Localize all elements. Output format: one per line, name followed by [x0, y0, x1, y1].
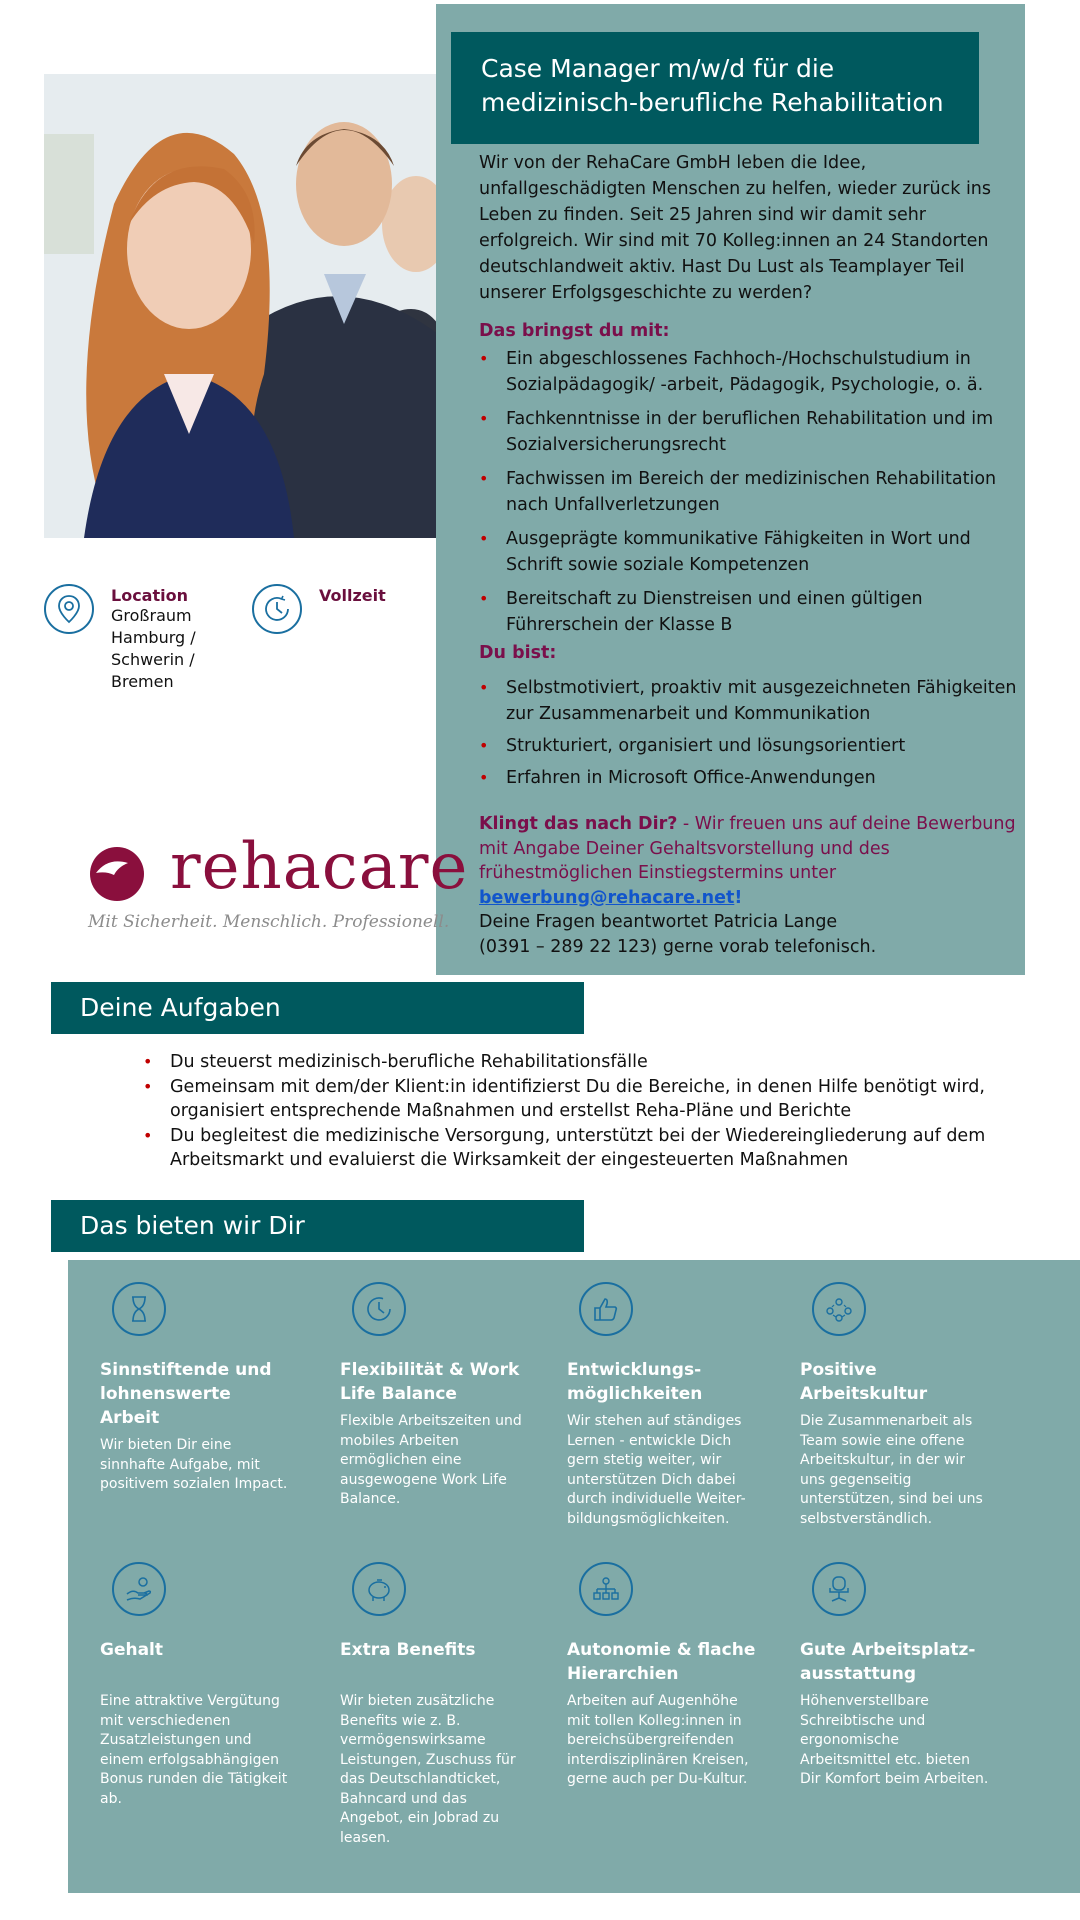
benefit-description: Die Zusammenarbeit als Team sowie eine offene Arbeitskultur, in der wir uns gegenseitig unterstützen, sind bei uns selbstverständlich. — [800, 1413, 983, 1527]
personality-list — [479, 675, 1024, 791]
hierarchy-icon — [579, 1562, 633, 1616]
application-email-link[interactable]: bewerbung@rehacare.net — [479, 887, 735, 908]
cta-lead: Klingt das nach Dir? — [479, 814, 678, 834]
benefit-item — [567, 1282, 757, 1529]
benefit-title: Sinnstiftende und lohnenswerte Arbeit — [100, 1360, 272, 1428]
list-item: • Du steuerst medizinisch-berufliche Rehabilitationsfälle — [143, 1050, 1023, 1075]
job-title: Case Manager m/w/d für die medizinisch-berufliche Rehabilitation — [481, 54, 944, 117]
team-photo — [44, 74, 438, 538]
location-line: Hamburg / — [111, 628, 196, 647]
requirements-list — [479, 346, 1024, 638]
thumbs-up-icon — [579, 1282, 633, 1336]
benefit-description: Eine attraktive Vergütung mit verschiedenen Zusatzleistungen und einem erfolgsabhängigen Bonus runden die Tätigkeit ab. — [100, 1693, 288, 1807]
cta-text: - Wir freuen uns auf deine Bewerbung mit Angabe Deiner Gehaltsvorstellung und des frühestmöglichen Einstiegstermins unter — [479, 814, 1016, 883]
list-item: • Fachwissen im Bereich der medizinischen Rehabilitation nach Unfallverletzungen — [479, 466, 1024, 518]
benefit-item — [800, 1282, 990, 1529]
benefit-title: Gehalt — [100, 1640, 164, 1660]
benefit-title: Entwicklungs-möglichkeiten — [567, 1360, 703, 1404]
salary-hand-icon — [112, 1562, 166, 1616]
list-item: • Fachkenntnisse in der beruflichen Rehabilitation und im Sozialversicherungsrecht — [479, 406, 1024, 458]
benefit-title: Flexibilität & Work Life Balance — [340, 1360, 520, 1404]
benefit-item — [100, 1282, 290, 1495]
contact-line-1: Deine Fragen beantwortet Patricia Lange — [479, 912, 838, 932]
benefit-description: Wir bieten Dir eine sinnhafte Aufgabe, mit positivem sozialen Impact. — [100, 1437, 288, 1492]
benefit-description: Wir stehen auf ständiges Lernen - entwickle Dich gern stetig weiter, wir unterstützen Dich dabei durch individuelle Weiter-bildungsmöglichkeiten. — [567, 1413, 746, 1527]
tasks-heading: Deine Aufgaben — [51, 982, 584, 1034]
hourglass-icon — [112, 1282, 166, 1336]
list-item: • Du begleitest die medizinische Versorgung, unterstützt bei der Wiedereingliederung auf dem Arbeitsmarkt und evaluierst die Wirksamkeit der eingesteuerten Maßnahmen — [143, 1124, 1023, 1173]
rehacare-wordmark: rehacare — [170, 830, 469, 904]
list-item: • Selbstmotiviert, proaktiv mit ausgezeichneten Fähigkeiten zur Zusammenarbeit und Kommunikation — [479, 675, 1024, 727]
benefit-item — [800, 1562, 990, 1790]
benefits-panel — [68, 1260, 1080, 1893]
benefit-item — [567, 1562, 757, 1790]
clock-icon — [352, 1282, 406, 1336]
benefit-title: Autonomie & flache Hierarchien — [567, 1640, 756, 1684]
rehacare-logo-icon — [88, 845, 146, 903]
team-photo-illustration — [44, 74, 438, 538]
list-item: • Erfahren in Microsoft Office-Anwendungen — [479, 765, 1024, 791]
clock-icon — [252, 584, 302, 634]
piggy-bank-icon — [352, 1562, 406, 1616]
location-label: Location — [111, 586, 188, 605]
team-icon — [812, 1282, 866, 1336]
benefit-title: Positive Arbeitskultur — [800, 1360, 928, 1404]
location-line: Großraum — [111, 606, 192, 625]
list-item: • Ein abgeschlossenes Fachhoch-/Hochschulstudium in Sozialpädagogik/ -arbeit, Pädagogik, Psychologie, o. ä. — [479, 346, 1024, 398]
list-item: • Bereitschaft zu Dienstreisen und einen gültigen Führerschein der Klasse B — [479, 586, 1024, 638]
list-item: • Ausgeprägte kommunikative Fähigkeiten in Wort und Schrift sowie soziale Kompetenzen — [479, 526, 1024, 578]
benefit-description: Wir bieten zusätzliche Benefits wie z. B. vermögenswirksame Leistungen, Zuschuss für das Deutschlandticket, Bahncard und das Angebot, ein Jobrad zu leasen. — [340, 1693, 516, 1846]
contact-line-2: (0391 – 289 22 123) gerne vorab telefonisch. — [479, 936, 877, 957]
location-pin-icon — [44, 584, 94, 634]
list-item: • Strukturiert, organisiert und lösungsorientiert — [479, 733, 1024, 759]
location-block — [111, 586, 196, 693]
location-line: Bremen — [111, 672, 174, 691]
location-line: Schwerin / — [111, 650, 195, 669]
benefit-description: Höhenverstellbare Schreibtische und ergonomische Arbeitsmittel etc. bieten Dir Komfort beim Arbeiten. — [800, 1693, 989, 1787]
benefit-title: Extra Benefits — [340, 1640, 476, 1660]
tasks-list — [143, 1050, 1023, 1173]
company-intro: Wir von der RehaCare GmbH leben die Idee, unfallgeschädigten Menschen zu helfen, wieder zurück ins Leben zu finden. Seit 25 Jahren sind wir damit sehr erfolgreich. Wir sind mit 70 Kolleg:innen an 24 Standorten deutschlandweit aktiv. Hast Du Lust als Teamplayer Teil unserer Erfolgsgeschichte zu werden? — [479, 153, 992, 303]
benefit-description: Flexible Arbeitszeiten und mobiles Arbeiten ermöglichen eine ausgewogene Work Life Balance. — [340, 1413, 522, 1507]
employment-type: Vollzeit — [319, 586, 386, 605]
office-chair-icon — [812, 1562, 866, 1616]
benefits-heading: Das bieten wir Dir — [51, 1200, 584, 1252]
job-details-content — [479, 150, 1024, 797]
list-item: • Gemeinsam mit dem/der Klient:in identifizierst Du die Bereiche, in denen Hilfe benötigt wird, organisiert entsprechende Maßnahmen und erstellst Reha-Pläne und Berichte — [143, 1075, 1023, 1124]
benefit-item — [340, 1562, 530, 1848]
personality-heading: Du bist: — [479, 643, 557, 663]
call-to-action — [479, 812, 1027, 959]
rehacare-tagline: Mit Sicherheit. Menschlich. Professionell. — [88, 912, 450, 932]
cta-exclamation: ! — [734, 887, 743, 908]
requirements-heading: Das bringst du mit: — [479, 321, 670, 341]
benefit-item — [340, 1282, 530, 1510]
benefit-description: Arbeiten auf Augenhöhe mit tollen Kolleg:innen in bereichsübergreifenden interdisziplinären Kreisen, gerne auch per Du-Kultur. — [567, 1693, 749, 1787]
benefit-title: Gute Arbeitsplatz-ausstattung — [800, 1640, 976, 1684]
benefit-item — [100, 1562, 290, 1809]
